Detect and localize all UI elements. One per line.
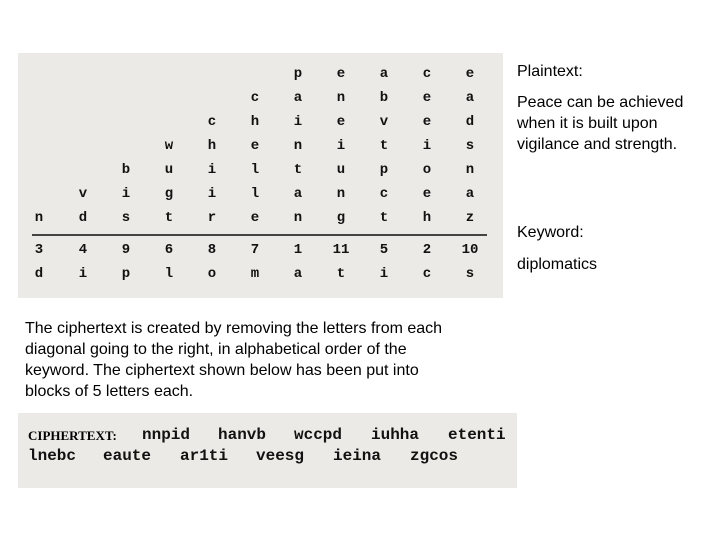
triangle-letter: c xyxy=(207,114,217,130)
triangle-letter: a xyxy=(293,186,303,202)
keyword-letter: i xyxy=(78,266,88,282)
keyword-letter: d xyxy=(34,266,44,282)
cipher-block: eaute xyxy=(103,447,152,465)
triangle-letter: n xyxy=(336,90,346,106)
transposition-triangle-image xyxy=(18,53,503,298)
triangle-letter: g xyxy=(336,210,346,226)
triangle-letter: t xyxy=(379,138,389,154)
cipher-block: lnebc xyxy=(28,447,77,465)
triangle-letter: p xyxy=(379,162,389,178)
triangle-letter: i xyxy=(293,114,303,130)
keyword-letter: a xyxy=(293,266,303,282)
order-number: 7 xyxy=(250,242,260,258)
keyword-letter: c xyxy=(422,266,432,282)
cipher-block: ar1ti xyxy=(180,447,229,465)
triangle-letter: b xyxy=(121,162,131,178)
triangle-letter: e xyxy=(250,138,260,154)
cipher-block: nnpid xyxy=(142,426,191,444)
triangle-letter: l xyxy=(250,162,260,178)
explanation-text: The ciphertext is created by removing the letters from each diagonal going to the right, in alphabetical order of the keyword. The ciphertext shown below has been put into blocks of 5 letters each. xyxy=(25,320,443,400)
keyword-letter: s xyxy=(465,266,475,282)
triangle-letter: e xyxy=(250,210,260,226)
triangle-letter: e xyxy=(422,186,432,202)
triangle-letter: c xyxy=(379,186,389,202)
cipher-block: zgcos xyxy=(410,447,459,465)
triangle-letter: a xyxy=(293,90,303,106)
order-number: 6 xyxy=(164,242,174,258)
triangle-letter: l xyxy=(250,186,260,202)
triangle-letter: t xyxy=(293,162,303,178)
triangle-letter: o xyxy=(422,162,432,178)
triangle-letter: h xyxy=(422,210,432,226)
order-number: 3 xyxy=(34,242,44,258)
keyword-letter: p xyxy=(121,266,131,282)
triangle-letter: u xyxy=(336,162,346,178)
triangle-letter: v xyxy=(78,186,88,202)
order-number: 2 xyxy=(422,242,432,258)
triangle-letter: c xyxy=(422,66,432,82)
triangle-letter: e xyxy=(422,90,432,106)
triangle-letter: n xyxy=(465,162,475,178)
ciphertext-image xyxy=(18,413,517,488)
triangle-letter: h xyxy=(207,138,217,154)
triangle-letter: b xyxy=(379,90,389,106)
triangle-letter: u xyxy=(164,162,174,178)
order-number: 9 xyxy=(121,242,131,258)
triangle-letter: g xyxy=(164,186,174,202)
keyword-letter: m xyxy=(250,266,260,282)
keyword-value: diplomatics xyxy=(517,256,598,273)
keyword-letter: o xyxy=(207,266,217,282)
order-number: 4 xyxy=(78,242,88,258)
triangle-letter: i xyxy=(207,186,217,202)
triangle-letter: z xyxy=(465,210,475,226)
keyword-letter: i xyxy=(379,266,389,282)
triangle-letter: d xyxy=(465,114,475,130)
triangle-letter: i xyxy=(207,162,217,178)
cipher-block: veesg xyxy=(256,447,305,465)
triangle-letter: i xyxy=(336,138,346,154)
keyword-letter: t xyxy=(336,266,346,282)
triangle-letter: v xyxy=(379,114,389,130)
order-number: 1 xyxy=(293,242,303,258)
cipher-block: wccpd xyxy=(294,426,343,444)
keyword-label: Keyword: xyxy=(517,224,584,241)
cipher-block: etenti xyxy=(448,426,506,444)
triangle-letter: i xyxy=(422,138,432,154)
triangle-letter: e xyxy=(465,66,475,82)
cipher-block: iuhha xyxy=(371,426,420,444)
triangle-letter: s xyxy=(121,210,131,226)
triangle-letter: a xyxy=(465,90,475,106)
triangle-letter: p xyxy=(293,66,303,82)
triangle-letter: h xyxy=(250,114,260,130)
order-number: 5 xyxy=(379,242,389,258)
order-number: 11 xyxy=(332,242,350,258)
triangle-letter: a xyxy=(465,186,475,202)
triangle-letter: n xyxy=(336,186,346,202)
triangle-letter: t xyxy=(164,210,174,226)
triangle-letter: s xyxy=(465,138,475,154)
divider-line xyxy=(32,234,487,236)
triangle-letter: n xyxy=(293,138,303,154)
order-number: 8 xyxy=(207,242,217,258)
triangle-letter: e xyxy=(336,114,346,130)
order-number: 10 xyxy=(461,242,479,258)
cipher-block: hanvb xyxy=(218,426,267,444)
cipher-block: ieina xyxy=(333,447,382,465)
triangle-letter: a xyxy=(379,66,389,82)
triangle-letter: n xyxy=(293,210,303,226)
triangle-letter: w xyxy=(164,138,174,154)
triangle-letter: e xyxy=(336,66,346,82)
triangle-letter: d xyxy=(78,210,88,226)
plaintext-text: Peace can be achieved when it is built upon vigilance and strength. xyxy=(517,94,684,153)
triangle-letter: i xyxy=(121,186,131,202)
triangle-letter: c xyxy=(250,90,260,106)
triangle-letter: r xyxy=(207,210,217,226)
triangle-letter: t xyxy=(379,210,389,226)
triangle-letter: n xyxy=(34,210,44,226)
keyword-letter: l xyxy=(164,266,174,282)
ciphertext-label: CIPHERTEXT: xyxy=(28,428,117,443)
triangle-letter: e xyxy=(422,114,432,130)
plaintext-label: Plaintext: xyxy=(517,63,583,80)
